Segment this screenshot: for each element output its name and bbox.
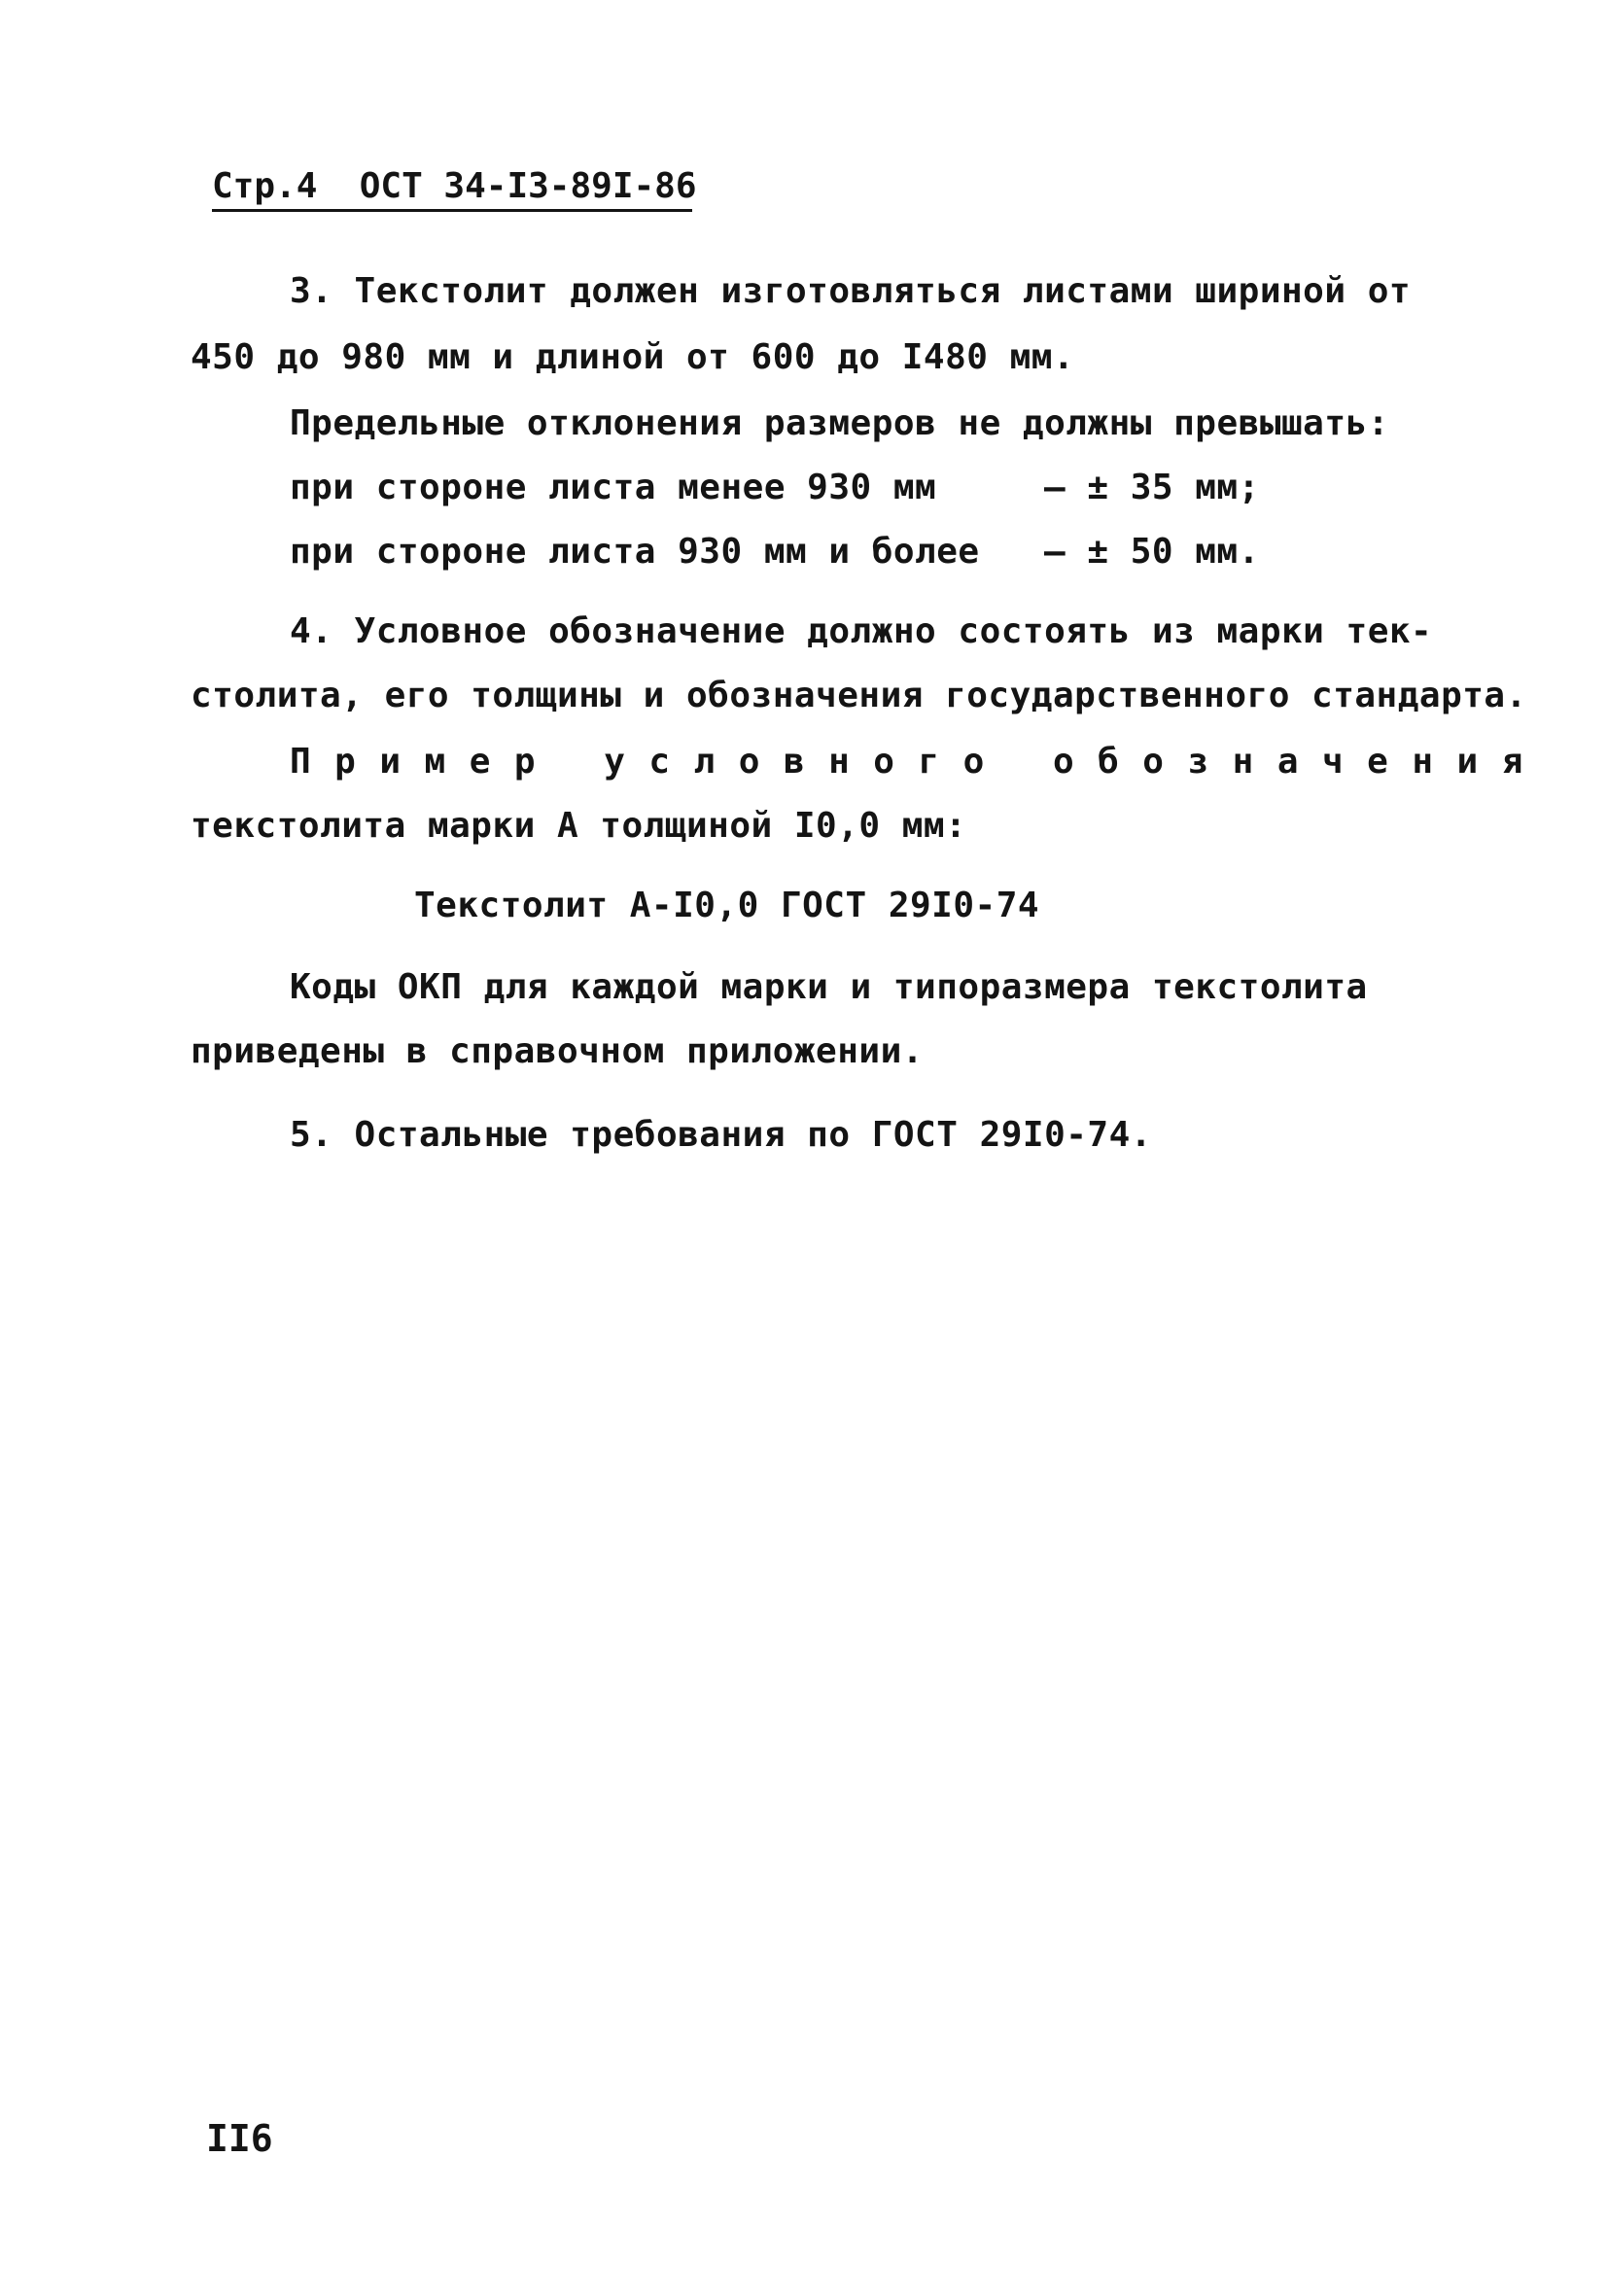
section-5-line-1: 5. Остальные требования по ГОСТ 29I0-74. bbox=[290, 1115, 1152, 1155]
page-label: Стр.4 bbox=[212, 166, 318, 206]
example-heading: Пример условного обозначения bbox=[290, 742, 1547, 782]
section-4-line-1: 4. Условное обозначение должно состоять из марки тек- bbox=[290, 611, 1433, 651]
example-line: текстолита марки А толщиной I0,0 мм: bbox=[191, 806, 967, 846]
okp-line-2: приведены в справочном приложении. bbox=[191, 1031, 924, 1071]
section-4-line-2: столита, его толщины и обозначения государственного стандарта. bbox=[191, 676, 1527, 715]
page-number: II6 bbox=[206, 2117, 273, 2160]
section-3-line-1: 3. Текстолит должен изготовляться листами шириной от bbox=[290, 271, 1412, 311]
deviation-condition-2: при стороне листа 930 мм и более bbox=[290, 532, 980, 572]
document-code: ОСТ 34-I3-89I-86 bbox=[359, 166, 697, 206]
deviation-value-1: – ± 35 мм; bbox=[1044, 468, 1260, 507]
section-3-line-2: 450 до 980 мм и длиной от 600 до I480 мм. bbox=[191, 337, 1075, 377]
page-header bbox=[212, 165, 697, 214]
example-designation: Текстолит А-I0,0 ГОСТ 29I0-74 bbox=[414, 886, 1040, 925]
deviations-intro: Предельные отклонения размеров не должны превышать: bbox=[290, 403, 1389, 443]
header-underline bbox=[212, 209, 692, 212]
deviation-condition-1: при стороне листа менее 930 мм bbox=[290, 468, 937, 507]
okp-line-1: Коды ОКП для каждой марки и типоразмера текстолита bbox=[290, 967, 1368, 1007]
deviation-value-2: – ± 50 мм. bbox=[1044, 532, 1260, 572]
